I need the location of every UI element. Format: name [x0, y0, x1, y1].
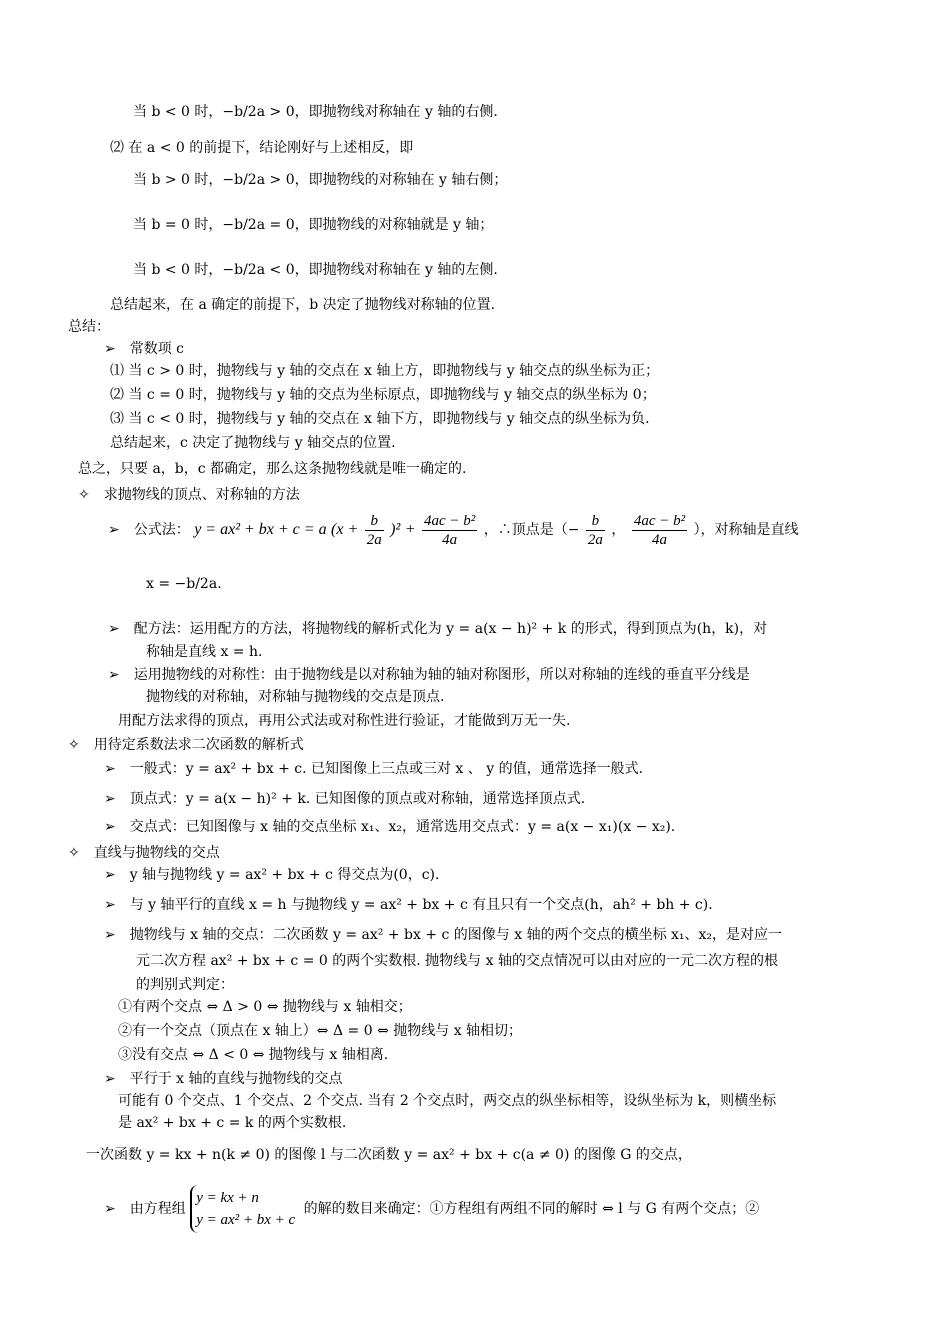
- text-line: 抛物线的对称轴，对称轴与抛物线的交点是顶点.: [146, 689, 445, 705]
- equation: y = ax² + bx + c: [196, 1212, 296, 1228]
- section-heading: 总结：: [68, 319, 110, 335]
- text-line: ①有两个交点 ⇔ Δ > 0 ⇔ 抛物线与 x 轴相交；: [118, 999, 412, 1015]
- text-line: ➢ 抛物线与 x 轴的交点：二次函数 y = ax² + bx + c 的图像与 x 轴的两个交点的横坐标 x₁、x₂，是对应一: [104, 927, 783, 943]
- section-heading: ✧ 求抛物线的顶点、对称轴的方法: [78, 487, 300, 503]
- text-line: x = −b/2a.: [146, 576, 222, 592]
- formula-text: +: [404, 521, 416, 538]
- formula-text: (x +: [331, 521, 359, 538]
- fraction: $\frac{b}{2a}$: [587, 512, 603, 548]
- equation: y = kx + n: [196, 1190, 259, 1206]
- text-line: ➢ 配方法：运用配方的方法，将抛物线的解析式化为 y = a(x − h)² + k 的形式，得到顶点为(h，k)，对: [108, 621, 768, 637]
- formula-method-line: [108, 510, 799, 550]
- text-line: ⑶ 当 c < 0 时，抛物线与 y 轴的交点在 x 轴下方，即抛物线与 y 轴交点的纵坐标为负.: [110, 411, 650, 427]
- text-line: 称轴是直线 x = h.: [146, 644, 263, 660]
- text-line: ➢ 顶点式：y = a(x − h)² + k. 已知图像的顶点或对称轴，通常选择顶点式.: [104, 791, 586, 807]
- formula-text: ，∴顶点是（−: [483, 522, 580, 538]
- formula-text: y = ax² + bx + c = a: [194, 521, 327, 538]
- equation-system-line: [104, 1183, 759, 1235]
- text-line: ➢ 与 y 轴平行的直线 x = h 与抛物线 y = ax² + bx + c 有且只有一个交点(h，ah² + bh + c).: [104, 897, 713, 913]
- bullet-label: ➢ 由方程组: [104, 1201, 186, 1217]
- fraction: $\frac{\text{4ac − b²}}{4a}$: [424, 512, 476, 548]
- text-line: 的判别式判定：: [136, 977, 234, 993]
- bullet-heading: ➢ 常数项 c: [104, 341, 185, 357]
- text-line: ➢ 一般式：y = ax² + bx + c. 已知图像上三点或三对 x 、 y 的值，通常选择一般式.: [104, 761, 644, 777]
- text-line: 当 b = 0 时，−b/2a = 0，即抛物线的对称轴就是 y 轴；: [133, 217, 494, 233]
- text-line: ⑵ 在 a < 0 的前提下，结论刚好与上述相反，即: [110, 140, 414, 156]
- text-line: 是 ax² + bx + c = k 的两个实数根.: [118, 1115, 347, 1131]
- fraction: $\frac{b}{2a}$: [366, 512, 382, 548]
- bullet-label: ➢ 公式法：: [108, 522, 190, 538]
- fraction: $\frac{\text{4ac − b²}}{4a}$: [633, 512, 686, 548]
- text-line: ➢ 平行于 x 轴的直线与抛物线的交点: [104, 1071, 343, 1087]
- text-line: 一次函数 y = kx + n(k ≠ 0) 的图像 l 与二次函数 y = ax² + bx + c(a ≠ 0) 的图像 G 的交点，: [86, 1147, 692, 1163]
- formula-text: ），对称轴是直线: [693, 522, 799, 538]
- text-line: 当 b > 0 时，−b/2a > 0，即抛物线的对称轴在 y 轴右侧；: [133, 172, 508, 188]
- formula-text: 的解的数目来确定：①方程组有两组不同的解时 ⇔ l 与 G 有两个交点；②: [303, 1201, 760, 1217]
- equation-system: [190, 1185, 299, 1233]
- formula-text: )²: [390, 521, 401, 538]
- text-line: ⑵ 当 c = 0 时，抛物线与 y 轴的交点为坐标原点，即抛物线与 y 轴交点的纵坐标为 0；: [110, 387, 656, 403]
- text-line: ➢ 交点式：已知图像与 x 轴的交点坐标 x₁、x₂，通常选用交点式：y = a(x − x₁)(x − x₂).: [104, 819, 676, 835]
- text-line: ⑴ 当 c > 0 时，抛物线与 y 轴的交点在 x 轴上方，即抛物线与 y 轴交点的纵坐标为正；: [110, 363, 660, 379]
- text-line: ③没有交点 ⇔ Δ < 0 ⇔ 抛物线与 x 轴相离.: [118, 1047, 389, 1063]
- text-line: 用配方法求得的顶点，再用公式法或对称性进行验证，才能做到万无一失.: [118, 713, 571, 729]
- text-line: 总结起来，c 决定了抛物线与 y 轴交点的位置.: [110, 435, 396, 451]
- text-line: 可能有 0 个交点、1 个交点、2 个交点. 当有 2 个交点时，两交点的纵坐标相等，设纵坐标为 k，则横坐标: [118, 1093, 777, 1109]
- text-line: 总结起来，在 a 确定的前提下，b 决定了抛物线对称轴的位置.: [110, 297, 496, 313]
- text-line: 当 b < 0 时，−b/2a > 0，即抛物线对称轴在 y 轴的右侧.: [133, 104, 498, 120]
- text-line: 总之，只要 a，b，c 都确定，那么这条抛物线就是唯一确定的.: [78, 461, 467, 477]
- text-line: 当 b < 0 时，−b/2a < 0，即抛物线对称轴在 y 轴的左侧.: [133, 262, 498, 278]
- section-heading: ✧ 用待定系数法求二次函数的解析式: [68, 737, 304, 753]
- text-line: ➢ 运用抛物线的对称性：由于抛物线是以对称轴为轴的轴对称图形，所以对称轴的连线的垂直平分线是: [108, 667, 750, 683]
- formula-text: ，: [611, 522, 626, 538]
- text-line: ➢ y 轴与抛物线 y = ax² + bx + c 得交点为(0，c).: [104, 867, 440, 883]
- text-line: ②有一个交点（顶点在 x 轴上）⇔ Δ = 0 ⇔ 抛物线与 x 轴相切；: [118, 1023, 523, 1039]
- text-line: 元二次方程 ax² + bx + c = 0 的两个实数根. 抛物线与 x 轴的交点情况可以由对应的一元二次方程的根: [136, 953, 778, 969]
- section-heading: ✧ 直线与抛物线的交点: [68, 845, 220, 861]
